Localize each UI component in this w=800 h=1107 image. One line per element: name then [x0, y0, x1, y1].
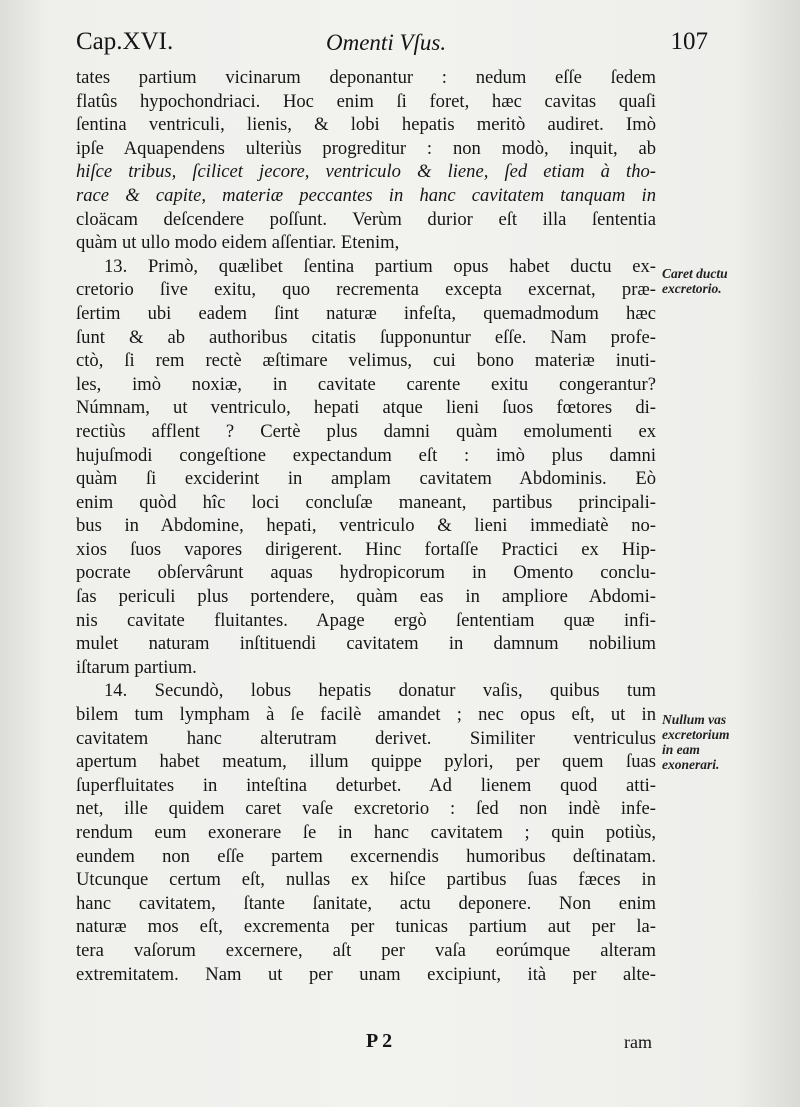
text-line: ſertim ubi eadem ſint naturæ infeſta, quemadmodum hæc [76, 302, 656, 324]
text-line: ſentina ventriculi, lienis, & lobi hepatis meritò audiret. Imò [76, 114, 656, 136]
text-line: ſunt & ab authoribus citatis ſupponuntur eſſe. Nam profe- [76, 326, 656, 348]
text-line: rendum eum exonerare ſe in hanc cavitatem ; quin potiùs, [76, 822, 656, 843]
signature-mark: P 2 [366, 1030, 393, 1052]
text-line: apertum habet meatum, illum quippe pylori, per quem ſuas [76, 751, 656, 773]
page-header [76, 28, 716, 62]
text-line: ſas periculi plus portendere, quàm eas in ampliore Abdomi- [76, 586, 656, 608]
text-line: les, imò noxiæ, in cavitate carente exitu congerantur? [76, 373, 656, 395]
margin-note-vas: Nullum vas excretorium in eam exonerari. [662, 712, 730, 772]
text-line: net, ille quidem caret vaſe excretorio : ſed non indè infe- [76, 798, 656, 820]
margin-note-ductu: Caret ductu excretorio. [662, 266, 728, 296]
text-line: tates partium vicinarum deponantur : nedum eſſe ſedem [76, 67, 656, 88]
text-line: nis cavitate fluitantes. Apage ergò ſententiam quæ infi- [76, 609, 656, 631]
text-line: hujuſmodi congeſtione expectandum eſt : imò plus damni [76, 444, 656, 466]
text-line: quàm ſi exciderint in amplam cavitatem Abdominis. Eò [76, 468, 656, 490]
text-line: ctò, ſi rem rectè æſtimare velimus, cui bono materiæ inuti- [76, 350, 656, 372]
running-title: Omenti Vſus. [326, 30, 447, 55]
text-line: flatûs hypochondriaci. Hoc enim ſi foret, hæc cavitas quaſi [76, 90, 656, 112]
text-line: cretorio ſive exitu, quo recrementa excepta excernat, præ- [76, 279, 656, 301]
text-line: tera vaſorum excernere, aſt per vaſa eorúmque alteram [76, 939, 656, 961]
text-line: hanc cavitatem, ſtante ſanitate, actu deponere. Non enim [76, 892, 656, 914]
text-line: 13. Primò, quælibet ſentina partium opus habet ductu ex- [104, 255, 656, 277]
text-line: eundem non eſſe partem excernendis humoribus deſtinatam. [76, 845, 656, 867]
chapter-label: Cap.XVI. [76, 28, 174, 55]
text-line: bilem tum lympham à ſe facilè amandet ; nec opus eſt, ut in [76, 704, 656, 726]
text-line: bus in Abdomine, hepati, ventriculo & lieni immediatè no- [76, 515, 656, 537]
text-line: quàm ut ullo modo eidem aſſentiar. Etenim, [76, 232, 400, 254]
text-line: xios ſuos vapores dirigerent. Hinc fortaſſe Practici ex Hip- [76, 538, 656, 560]
text-line: race & capite, materiæ peccantes in hanc cavitatem tanquam in [76, 184, 656, 206]
page-number: 107 [670, 28, 708, 55]
text-line: 14. Secundò, lobus hepatis donatur vaſis, quibus tum [104, 680, 656, 702]
text-line: rectiùs afflent ? Certè plus damni quàm emolumenti ex [76, 420, 656, 442]
catchword: ram [624, 1032, 652, 1052]
text-line: cloäcam deſcendere poſſunt. Verùm durior eſt illa ſententia [76, 208, 656, 230]
body-text [76, 66, 656, 986]
text-line: extremitatem. Nam ut per unam excipiunt, ità per alte- [76, 963, 656, 985]
text-line: hiſce tribus, ſcilicet jecore, ventriculo & liene, ſed etiam à tho- [76, 161, 656, 183]
text-line: cavitatem hanc alterutram derivet. Similiter ventriculus [76, 727, 656, 749]
text-line: enim quòd hîc loci concluſæ maneant, partibus principali- [76, 491, 656, 513]
text-line: mulet naturam inſtituendi cavitatem in damnum nobilium [76, 633, 656, 655]
text-line: naturæ mos eſt, excrementa per tunicas partium aut per la- [76, 916, 656, 938]
text-line: pocrate obſervârunt aquas hydropicorum in Omento conclu- [76, 562, 656, 584]
text-line: Utcunque certum eſt, nullas ex hiſce partibus ſuas fæces in [76, 869, 656, 891]
text-line: Númnam, ut ventriculo, hepati atque lieni ſuos fœtores di- [76, 397, 656, 419]
text-line: ipſe Aquapendens ulteriùs progreditur : non modò, inquit, ab [76, 137, 656, 159]
text-line: iſtarum partium. [76, 656, 197, 678]
text-line: ſuperfluitates in inteſtina deturbet. Ad lienem quod atti- [76, 774, 656, 796]
